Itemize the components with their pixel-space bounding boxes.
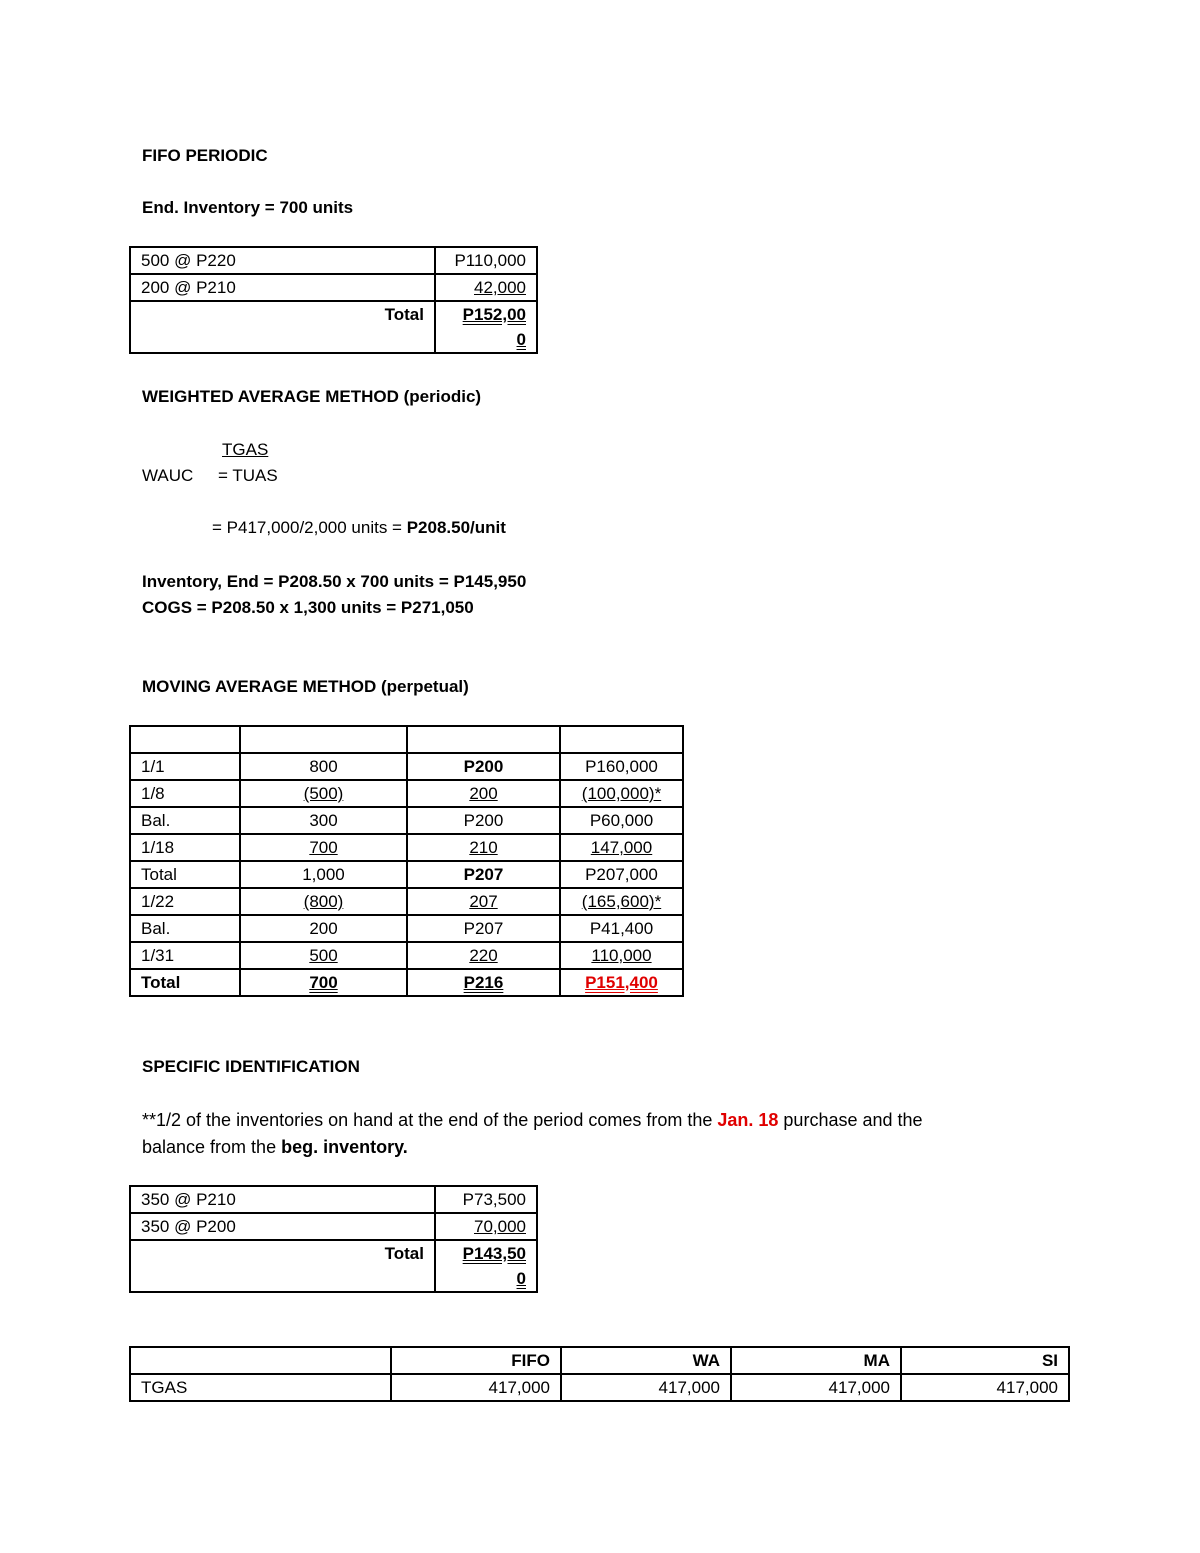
- ma-total: P41,400: [560, 915, 683, 942]
- ma-units: 700: [309, 973, 338, 992]
- fifo-total-label: Total: [130, 301, 435, 353]
- ma-cost: 207: [469, 892, 498, 911]
- si-total-line1: P143,50: [462, 1244, 526, 1263]
- fifo-total-line2: 0: [516, 330, 526, 349]
- table-row: [130, 807, 683, 834]
- si-row-label: 350 @ P210: [130, 1186, 435, 1213]
- table-row: [130, 1347, 1069, 1374]
- table-row: [130, 780, 683, 807]
- fifo-table: [129, 246, 538, 354]
- summary-value-si: 417,000: [901, 1374, 1069, 1401]
- table-row: [130, 1213, 537, 1240]
- ma-date: Bal.: [130, 915, 240, 942]
- ma-units: (500): [303, 784, 344, 803]
- ma-units: 1,000: [240, 861, 407, 888]
- summary-header-si: SI: [901, 1347, 1069, 1374]
- fifo-heading: FIFO PERIODIC: [142, 146, 268, 165]
- si-note-mid: purchase and the: [778, 1110, 923, 1130]
- table-row: [130, 301, 537, 353]
- summary-header-blank: [130, 1347, 391, 1374]
- si-note-line1: [142, 1110, 923, 1131]
- si-note-highlight: Jan. 18: [717, 1110, 779, 1130]
- ma-cost: P207: [407, 861, 560, 888]
- wa-calc-plain: = P417,000/2,000 units =: [212, 518, 407, 537]
- ma-date: 1/22: [130, 888, 240, 915]
- ma-total: P60,000: [560, 807, 683, 834]
- table-row: [130, 1186, 537, 1213]
- ma-header-cell: [130, 726, 240, 753]
- ma-header-cell: [240, 726, 407, 753]
- wa-wauc-label: WAUC: [142, 466, 194, 485]
- ma-units: 200: [240, 915, 407, 942]
- ma-cost: P216: [463, 973, 504, 992]
- ma-heading: MOVING AVERAGE METHOD (perpetual): [142, 677, 469, 696]
- table-row: [130, 834, 683, 861]
- summary-row-label: TGAS: [130, 1374, 391, 1401]
- ma-cost: 200: [469, 784, 498, 803]
- ma-cost: 220: [469, 946, 498, 965]
- summary-value-fifo: 417,000: [391, 1374, 561, 1401]
- si-note-line2: [142, 1137, 408, 1158]
- wa-numerator: TGAS: [222, 440, 269, 459]
- ma-header-cell: [560, 726, 683, 753]
- wa-calc-result: P208.50/unit: [406, 518, 506, 537]
- ma-cost: P200: [407, 753, 560, 780]
- ma-units: 500: [309, 946, 338, 965]
- table-row: [130, 1374, 1069, 1401]
- ma-date: 1/8: [130, 780, 240, 807]
- si-row-amount: P73,500: [435, 1186, 537, 1213]
- ma-units: 800: [240, 753, 407, 780]
- fifo-row-amount: P110,000: [435, 247, 537, 274]
- wa-heading: WEIGHTED AVERAGE METHOD (periodic): [142, 387, 482, 406]
- si-row-amount: 70,000: [474, 1217, 526, 1236]
- fifo-end-inventory: End. Inventory = 700 units: [142, 198, 354, 217]
- wa-calc: [212, 518, 506, 538]
- ma-units: 700: [309, 838, 338, 857]
- summary-header-ma: MA: [731, 1347, 901, 1374]
- table-row: [130, 969, 683, 996]
- table-row: [130, 942, 683, 969]
- table-row: [130, 247, 537, 274]
- ma-date: 1/18: [130, 834, 240, 861]
- ma-units: (800): [303, 892, 344, 911]
- fifo-total-line1: P152,00: [462, 305, 526, 324]
- table-row: [130, 861, 683, 888]
- ma-cost: P207: [407, 915, 560, 942]
- summary-value-wa: 417,000: [561, 1374, 731, 1401]
- ma-date: Bal.: [130, 807, 240, 834]
- fifo-row-amount: 42,000: [474, 278, 526, 297]
- ma-date: 1/1: [130, 753, 240, 780]
- table-row: [130, 888, 683, 915]
- table-row: [130, 274, 537, 301]
- wa-cogs-line: COGS = P208.50 x 1,300 units = P271,050: [142, 598, 474, 617]
- ma-date: 1/31: [130, 942, 240, 969]
- si-note-line2-bold: beg. inventory.: [281, 1137, 408, 1157]
- summary-table: [129, 1346, 1070, 1402]
- summary-header-wa: WA: [561, 1347, 731, 1374]
- si-row-label: 350 @ P200: [130, 1213, 435, 1240]
- summary-header-fifo: FIFO: [391, 1347, 561, 1374]
- ma-total: 110,000: [591, 946, 652, 965]
- ma-cost: P200: [407, 807, 560, 834]
- si-table: [129, 1185, 538, 1293]
- si-total-label: Total: [130, 1240, 435, 1292]
- si-total-line2: 0: [516, 1269, 526, 1288]
- ma-total: (165,600)*: [581, 892, 662, 911]
- table-row: [130, 726, 683, 753]
- ma-total: (100,000)*: [581, 784, 662, 803]
- si-note-line2-prefix: balance from the: [142, 1137, 282, 1157]
- table-row: [130, 1240, 537, 1292]
- table-row: [130, 915, 683, 942]
- ma-total: 147,000: [590, 838, 653, 857]
- wa-eq-tuas: = TUAS: [218, 466, 278, 485]
- ma-units: 300: [240, 807, 407, 834]
- si-note-prefix: **1/2 of the inventories on hand at the end of the period comes from the: [142, 1110, 718, 1130]
- ma-date: Total: [130, 861, 240, 888]
- ma-total: P160,000: [560, 753, 683, 780]
- ma-table: [129, 725, 684, 997]
- ma-cost: 210: [469, 838, 498, 857]
- wa-inventory-line: Inventory, End = P208.50 x 700 units = P145,950: [142, 572, 527, 591]
- summary-value-ma: 417,000: [731, 1374, 901, 1401]
- si-heading: SPECIFIC IDENTIFICATION: [142, 1057, 360, 1076]
- table-row: [130, 753, 683, 780]
- ma-header-cell: [407, 726, 560, 753]
- fifo-row-label: 500 @ P220: [130, 247, 435, 274]
- ma-total: P207,000: [560, 861, 683, 888]
- fifo-row-label: 200 @ P210: [130, 274, 435, 301]
- ma-total: P151,400: [585, 973, 658, 992]
- ma-date: Total: [130, 969, 240, 996]
